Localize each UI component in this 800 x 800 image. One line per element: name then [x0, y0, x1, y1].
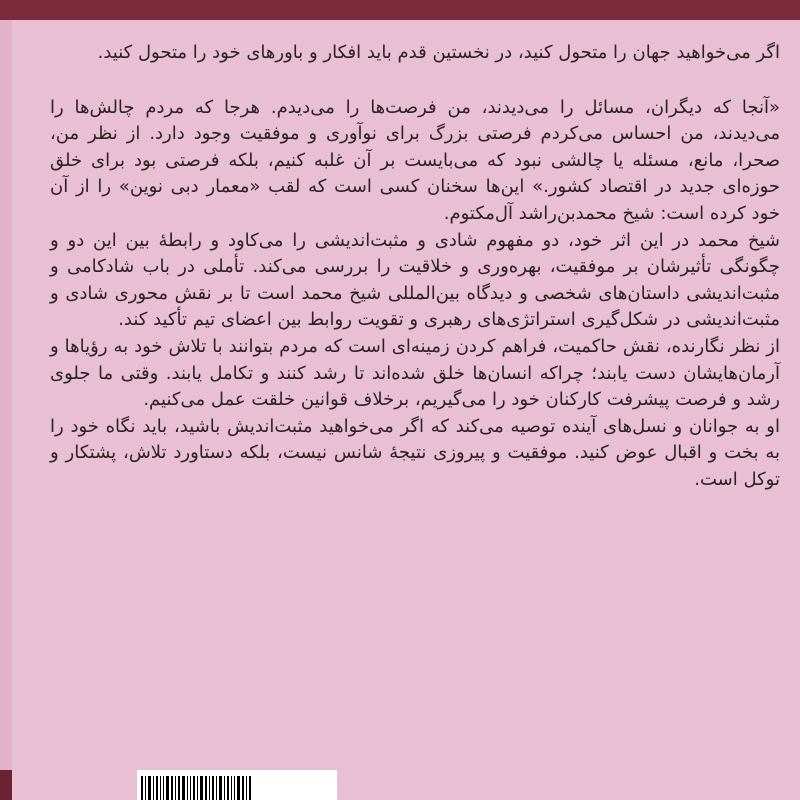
advice-paragraph: او به جوانان و نسل‌های آینده توصیه می‌کند که اگر می‌خواهید مثبت‌اندیش باشید، باید نگاه خود را به بخت و اقبال عوض کنید. موفقیت و پیروزی نتیجهٔ شانس نیست، بلکه دستاورد تلاش، پشتکار و توکل است.: [50, 415, 780, 490]
top-cover-band: [0, 0, 800, 20]
back-cover-text: [50, 28, 780, 494]
author-view-paragraph: از نظر نگارنده، نقش حاکمیت، فراهم کردن زمینه‌ای است که مردم بتوانند با تلاش خود به رؤیاها و آرمان‌هایشان دست یابند؛ چراکه انسان‌ها خلق شده‌اند تا رشد کنند و تکامل یابند. وقتی ما جلوی رشد و فرصت پیشرفت کارکنان خود را می‌گیریم، برخلاف قوانین خلقت عمل می‌کنیم.: [50, 335, 780, 411]
spine-edge: [0, 20, 12, 780]
barcode: [137, 770, 337, 800]
summary-paragraph: شیخ محمد در این اثر خود، دو مفهوم شادی و مثبت‌اندیشی را می‌کاود و رابطهٔ بین این دو و چگونگی تأثیرشان بر موفقیت، بهره‌وری و خلاقیت را بررسی می‌کند. تأملی در باب شادکامی و مثبت‌اندیشی داستان‌های شخصی و دیدگاه بین‌المللی شیخ محمد است تا بر نقش محوری شادی و مثبت‌اندیشی در شکل‌گیری استراتژی‌های رهبری و تقویت روابط بین اعضای تیم تأکید کند.: [50, 229, 780, 331]
quote-paragraph: «آنجا که دیگران، مسائل را می‌دیدند، من فرصت‌ها را می‌دیدم. هرجا که مردم چالش‌ها را می‌دیدند، من احساس می‌کردم فرصتی بزرگ برای نوآوری و موفقیت وجود دارد. از نظر من، صحرا، مانع، مسئله یا چالشی نبود که می‌بایست بر آن غلبه کنیم، بلکه فرصتی بود برای خلق حوزه‌ای جدید در اقتصاد کشور.» این‌ها سخنان کسی است که لقب «معمار دبی نوین» را از آن خود کرده است: شیخ محمدبن‌راشد آل‌مکتوم.: [50, 96, 780, 224]
spine-edge-dark: [0, 770, 12, 800]
intro-paragraph: اگر می‌خواهید جهان را متحول کنید، در نخستین قدم باید افکار و باورهای خود را متحول کنید.: [97, 42, 780, 63]
